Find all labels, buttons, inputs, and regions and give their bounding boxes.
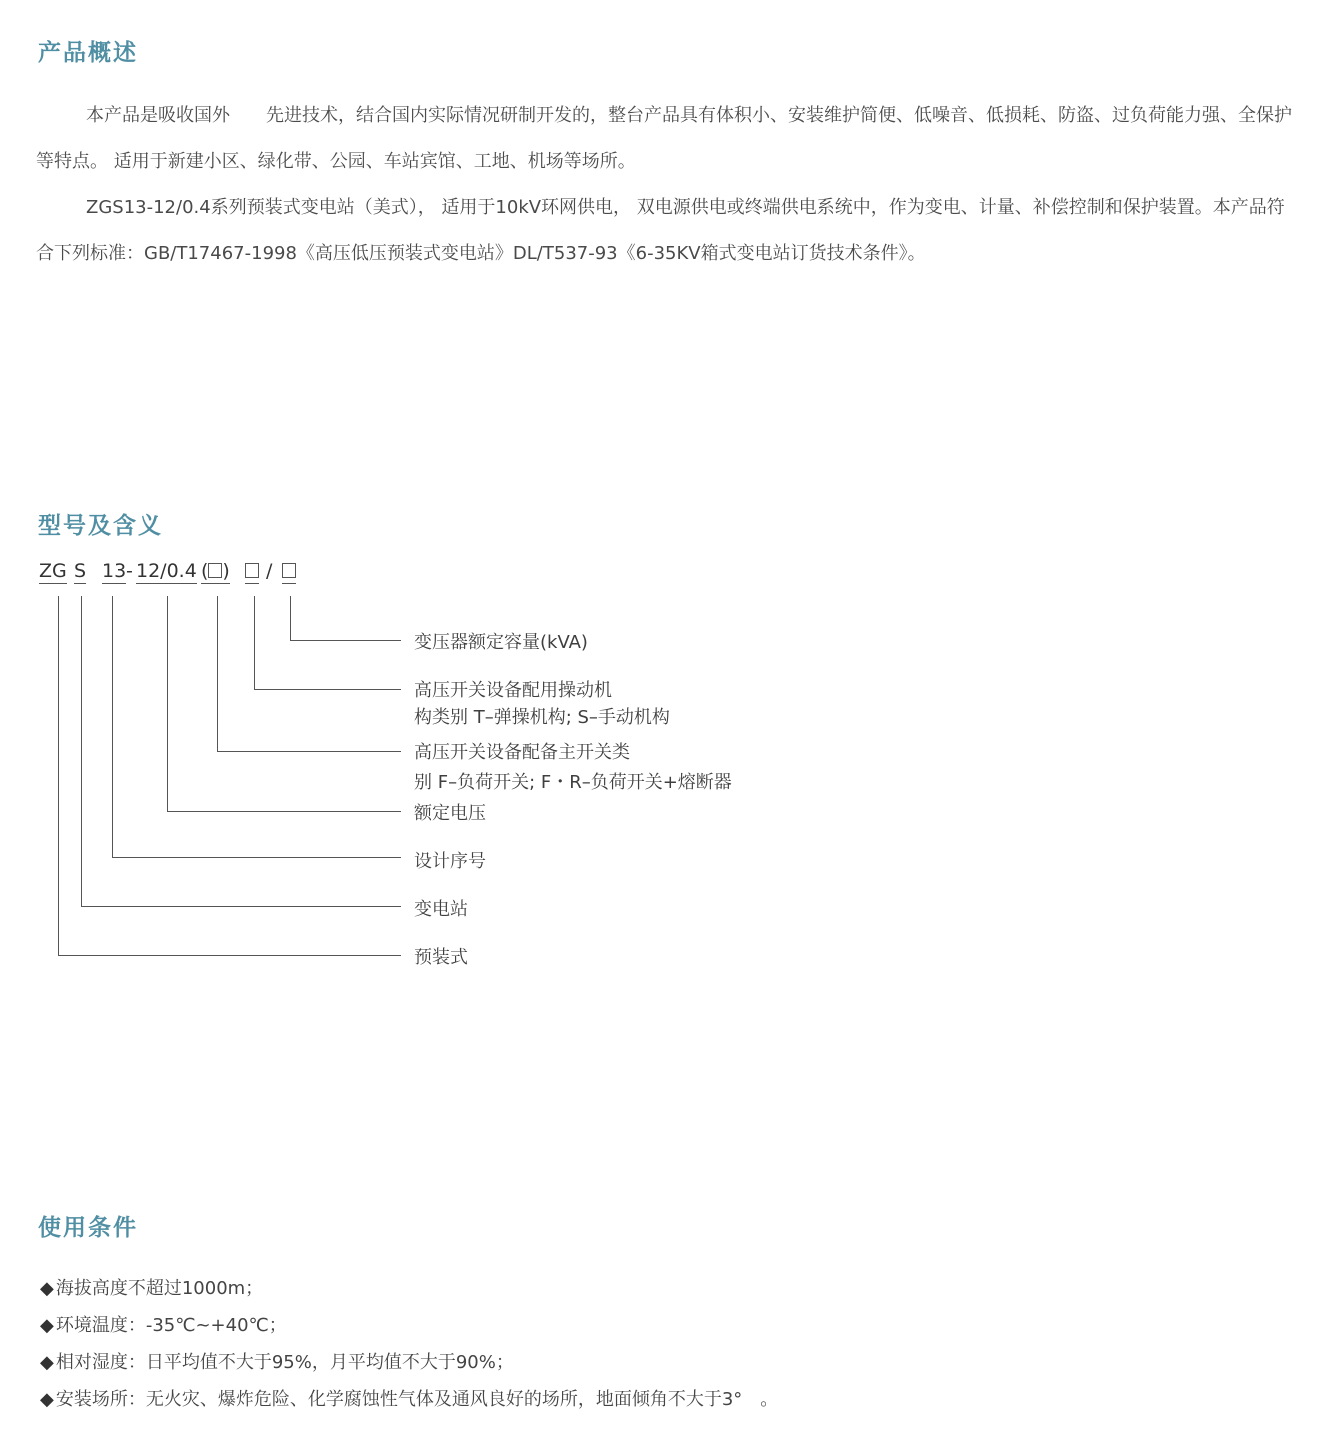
diamond-bullet-icon: ◆ [40, 1352, 54, 1373]
diamond-bullet-icon: ◆ [40, 1315, 54, 1336]
label-mechanism-line2: 构类别 T–弹操机构; S–手动机构 [414, 707, 670, 728]
diamond-bullet-icon: ◆ [40, 1278, 54, 1299]
line-prefab [59, 596, 402, 956]
overview-paragraph-1: 本产品是吸收国外 先进技术，结合国内实际情况研制开发的，整台产品具有体积小、安装维护简便、低噪音、低损耗、防盗、过负荷能力强、全保护等特点。 适用于新建小区、绿化带、公园、车站宾馆、工地、机场等场所。 [36, 105, 1292, 172]
code-voltage: 12/0.4 [136, 560, 197, 582]
condition-humidity: 相对湿度：日平均值不大于95%，月平均值不大于90%； [55, 1352, 514, 1373]
code-paren-open: ( [201, 560, 209, 582]
label-capacity: 变压器额定容量(kVA) [414, 632, 588, 653]
list-item [40, 1270, 778, 1307]
conditions-list [40, 1270, 778, 1418]
diamond-bullet-icon: ◆ [40, 1389, 54, 1410]
line-series-number [113, 596, 402, 858]
label-prefab: 预装式 [414, 947, 468, 968]
list-item [40, 1344, 778, 1381]
label-series-number: 设计序号 [414, 851, 486, 872]
condition-site: 安装场所：无火灾、爆炸危险、化学腐蚀性气体及通风良好的场所，地面倾角不大于3° 。 [55, 1389, 779, 1410]
overview-heading: 产品概述 [38, 40, 138, 66]
line-voltage [168, 596, 402, 812]
code-s: S [74, 560, 87, 582]
conditions-heading: 使用条件 [38, 1215, 138, 1241]
label-switch-line2: 别 F–负荷开关; F・R–负荷开关+熔断器 [414, 772, 732, 793]
label-voltage: 额定电压 [414, 803, 486, 824]
line-switch-type [218, 596, 402, 752]
overview-text [36, 93, 1292, 277]
condition-temperature: 环境温度：-35℃~+40℃； [55, 1315, 287, 1336]
code-series-number: 13 [102, 560, 127, 582]
list-item [40, 1381, 778, 1418]
model-code-diagram [0, 560, 900, 980]
condition-altitude: 海拔高度不超过1000m； [55, 1278, 264, 1299]
label-mechanism-line1: 高压开关设备配用操动机 [414, 680, 612, 701]
code-dash: - [126, 560, 133, 582]
code-paren-close: ) [222, 560, 230, 582]
label-switch-line1: 高压开关设备配备主开关类 [414, 742, 630, 763]
label-substation: 变电站 [414, 899, 468, 920]
code-zg: ZG [39, 560, 67, 582]
line-capacity [291, 596, 402, 641]
overview-paragraph-2: ZGS13-12/0.4系列预装式变电站（美式）， 适用于10kV环网供电， 双电源供电或终端供电系统中，作为变电、计量、补偿控制和保护装置。本产品符合下列标准：GB/T17467-1998《高压低压预装式变电站》DL/T537-93《6-35KV箱式变电站订货技术条件》。 [36, 197, 1285, 264]
list-item [40, 1307, 778, 1344]
model-heading: 型号及含义 [38, 513, 163, 539]
code-slash: / [266, 560, 273, 582]
line-mechanism [255, 596, 402, 690]
